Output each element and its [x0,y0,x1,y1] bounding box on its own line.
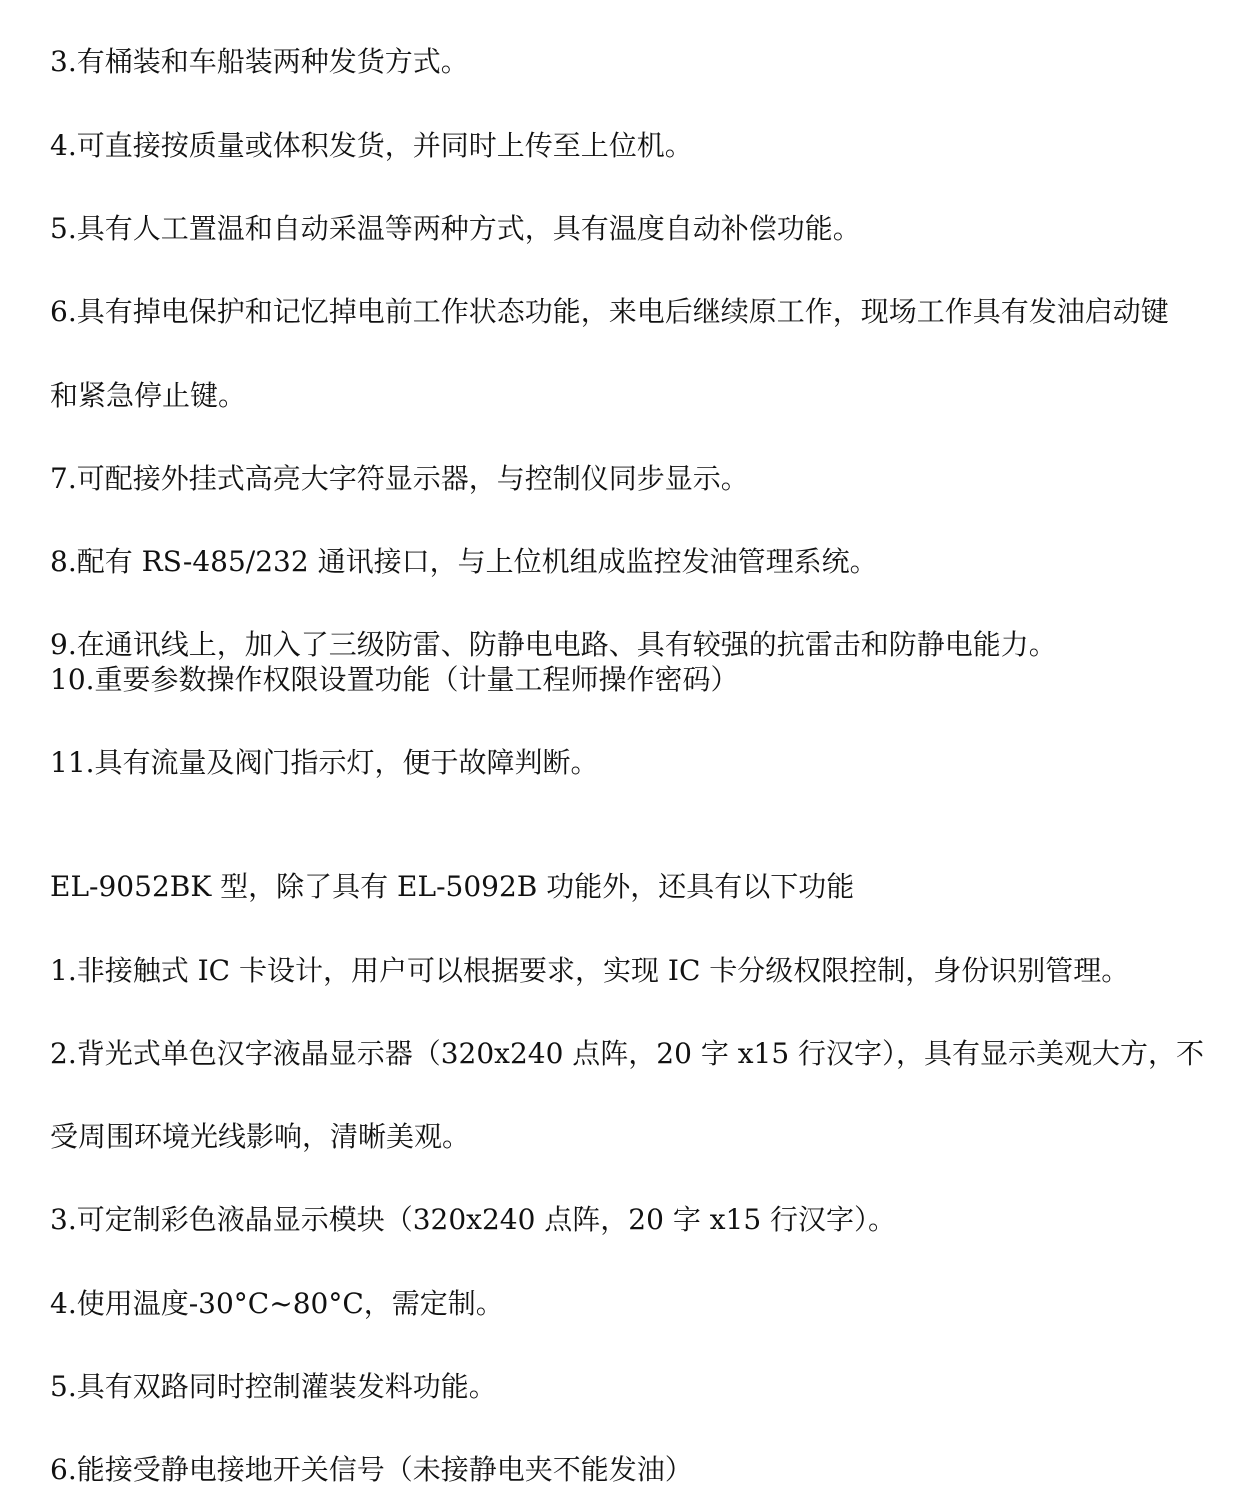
feature-line-11: 11.具有流量及阀门指示灯，便于故障判断。 [50,746,599,779]
section-heading-el9052bk: EL-9052BK 型，除了具有 EL-5092B 功能外，还具有以下功能 [50,870,855,903]
feature-line-9: 9.在通讯线上，加入了三级防雷、防静电电路、具有较强的抗雷击和防静电能力。 [50,628,1057,661]
feature-line-6-cont: 和紧急停止键。 [50,379,247,412]
feature-line-8: 8.配有 RS-485/232 通讯接口，与上位机组成监控发油管理系统。 [50,545,878,578]
bk-feature-line-4: 4.使用温度-30°C~80°C，需定制。 [50,1287,504,1320]
bk-feature-line-3: 3.可定制彩色液晶显示模块（320x240 点阵，20 字 x15 行汉字）。 [50,1203,897,1236]
feature-line-3: 3.有桶装和车船装两种发货方式。 [50,45,469,78]
feature-line-7: 7.可配接外挂式高亮大字符显示器，与控制仪同步显示。 [50,462,749,495]
feature-line-6: 6.具有掉电保护和记忆掉电前工作状态功能，来电后继续原工作，现场工作具有发油启动键 [50,295,1169,328]
feature-line-5: 5.具有人工置温和自动采温等两种方式，具有温度自动补偿功能。 [50,212,861,245]
bk-feature-line-2-cont: 受周围环境光线影响，清晰美观。 [50,1120,471,1153]
feature-line-4: 4.可直接按质量或体积发货，并同时上传至上位机。 [50,129,693,162]
bk-feature-line-2: 2.背光式单色汉字液晶显示器（320x240 点阵，20 字 x15 行汉字），具有显示美观大方，不 [50,1037,1205,1070]
bk-feature-line-5: 5.具有双路同时控制灌装发料功能。 [50,1370,497,1403]
feature-line-10: 10.重要参数操作权限设置功能（计量工程师操作密码） [50,663,739,696]
bk-feature-line-6: 6.能接受静电接地开关信号（未接静电夹不能发油） [50,1453,693,1486]
bk-feature-line-1: 1.非接触式 IC 卡设计，用户可以根据要求，实现 IC 卡分级权限控制，身份识别管理。 [50,954,1130,987]
